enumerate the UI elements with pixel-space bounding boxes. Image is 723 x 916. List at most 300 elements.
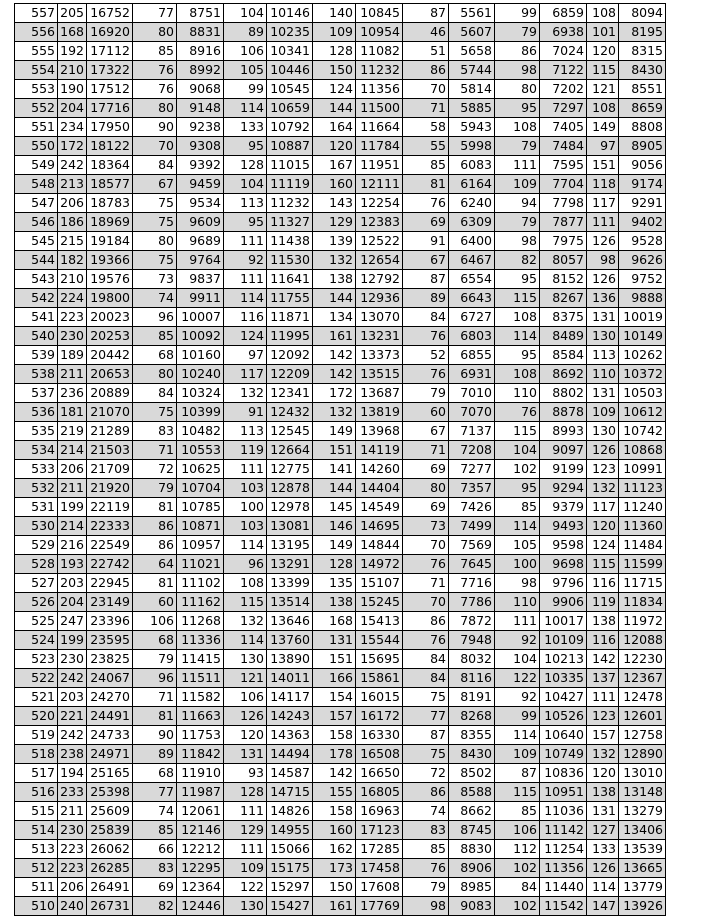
table-cell[interactable]: 8985 (449, 878, 495, 897)
table-cell[interactable]: 11530 (267, 251, 313, 270)
table-cell[interactable]: 149 (313, 422, 356, 441)
table-cell[interactable]: 109 (224, 859, 267, 878)
table-cell[interactable]: 7484 (540, 137, 587, 156)
score-cell[interactable]: 555 (15, 42, 58, 61)
table-cell[interactable]: 71 (133, 441, 177, 460)
table-cell[interactable]: 70 (133, 137, 177, 156)
table-cell[interactable]: 14844 (356, 536, 403, 555)
table-cell[interactable]: 89 (133, 745, 177, 764)
table-cell[interactable]: 24270 (87, 688, 133, 707)
table-cell[interactable]: 11232 (356, 61, 403, 80)
table-cell[interactable]: 75 (133, 194, 177, 213)
score-cell[interactable]: 535 (15, 422, 58, 441)
table-cell[interactable]: 11972 (619, 612, 666, 631)
table-cell[interactable]: 9097 (540, 441, 587, 460)
table-cell[interactable]: 16015 (356, 688, 403, 707)
table-cell[interactable]: 224 (58, 289, 87, 308)
table-cell[interactable]: 9837 (177, 270, 224, 289)
table-cell[interactable]: 126 (587, 441, 619, 460)
score-cell[interactable]: 541 (15, 308, 58, 327)
table-cell[interactable]: 16920 (87, 23, 133, 42)
table-cell[interactable]: 158 (313, 726, 356, 745)
table-cell[interactable]: 11254 (540, 840, 587, 859)
table-cell[interactable]: 13760 (267, 631, 313, 650)
table-cell[interactable]: 168 (58, 23, 87, 42)
table-cell[interactable]: 73 (403, 517, 449, 536)
table-cell[interactable]: 84 (403, 308, 449, 327)
table-cell[interactable]: 11440 (540, 878, 587, 897)
score-cell[interactable]: 530 (15, 517, 58, 536)
table-cell[interactable]: 20023 (87, 308, 133, 327)
table-cell[interactable]: 84 (495, 878, 540, 897)
table-cell[interactable]: 64 (133, 555, 177, 574)
table-cell[interactable]: 102 (495, 897, 540, 916)
table-cell[interactable]: 11356 (540, 859, 587, 878)
table-cell[interactable]: 16805 (356, 783, 403, 802)
table-cell[interactable]: 128 (313, 42, 356, 61)
table-cell[interactable]: 22742 (87, 555, 133, 574)
table-cell[interactable]: 7208 (449, 441, 495, 460)
score-cell[interactable]: 537 (15, 384, 58, 403)
score-cell[interactable]: 531 (15, 498, 58, 517)
table-cell[interactable]: 11715 (619, 574, 666, 593)
score-cell[interactable]: 549 (15, 156, 58, 175)
table-cell[interactable]: 12601 (619, 707, 666, 726)
table-cell[interactable]: 8094 (619, 4, 666, 23)
table-cell[interactable]: 7595 (540, 156, 587, 175)
table-cell[interactable]: 98 (495, 232, 540, 251)
table-cell[interactable]: 22945 (87, 574, 133, 593)
table-cell[interactable]: 11784 (356, 137, 403, 156)
score-cell[interactable]: 551 (15, 118, 58, 137)
table-cell[interactable]: 115 (495, 289, 540, 308)
table-cell[interactable]: 133 (224, 118, 267, 137)
table-cell[interactable]: 206 (58, 878, 87, 897)
table-cell[interactable]: 223 (58, 840, 87, 859)
table-cell[interactable]: 143 (313, 194, 356, 213)
table-cell[interactable]: 5607 (449, 23, 495, 42)
table-cell[interactable]: 87 (403, 270, 449, 289)
table-cell[interactable]: 108 (587, 99, 619, 118)
table-cell[interactable]: 211 (58, 365, 87, 384)
table-cell[interactable]: 12446 (177, 897, 224, 916)
table-cell[interactable]: 186 (58, 213, 87, 232)
table-cell[interactable]: 10482 (177, 422, 224, 441)
table-cell[interactable]: 76 (403, 194, 449, 213)
table-cell[interactable]: 13070 (356, 308, 403, 327)
table-cell[interactable]: 87 (495, 764, 540, 783)
table-cell[interactable]: 11036 (540, 802, 587, 821)
table-cell[interactable]: 23595 (87, 631, 133, 650)
table-cell[interactable]: 5943 (449, 118, 495, 137)
table-cell[interactable]: 93 (224, 764, 267, 783)
score-cell[interactable]: 547 (15, 194, 58, 213)
score-cell[interactable]: 540 (15, 327, 58, 346)
table-cell[interactable]: 141 (313, 460, 356, 479)
table-cell[interactable]: 12367 (619, 669, 666, 688)
table-cell[interactable]: 193 (58, 555, 87, 574)
table-cell[interactable]: 95 (495, 270, 540, 289)
table-cell[interactable]: 114 (495, 726, 540, 745)
table-cell[interactable]: 97 (224, 346, 267, 365)
table-cell[interactable]: 105 (224, 61, 267, 80)
table-cell[interactable]: 74 (133, 802, 177, 821)
table-cell[interactable]: 8659 (619, 99, 666, 118)
table-cell[interactable]: 10612 (619, 403, 666, 422)
table-cell[interactable]: 102 (495, 859, 540, 878)
table-cell[interactable]: 111 (224, 840, 267, 859)
table-cell[interactable]: 240 (58, 897, 87, 916)
table-cell[interactable]: 17608 (356, 878, 403, 897)
table-cell[interactable]: 79 (133, 650, 177, 669)
table-cell[interactable]: 126 (587, 232, 619, 251)
table-cell[interactable]: 8152 (540, 270, 587, 289)
table-cell[interactable]: 20889 (87, 384, 133, 403)
table-cell[interactable]: 99 (224, 80, 267, 99)
table-cell[interactable]: 132 (224, 384, 267, 403)
table-cell[interactable]: 11142 (540, 821, 587, 840)
table-cell[interactable]: 10951 (540, 783, 587, 802)
table-cell[interactable]: 26285 (87, 859, 133, 878)
table-cell[interactable]: 83 (133, 859, 177, 878)
table-cell[interactable]: 90 (133, 118, 177, 137)
table-cell[interactable]: 132 (587, 745, 619, 764)
table-cell[interactable]: 9534 (177, 194, 224, 213)
table-cell[interactable]: 111 (224, 232, 267, 251)
table-cell[interactable]: 80 (403, 479, 449, 498)
table-cell[interactable]: 149 (587, 118, 619, 137)
table-cell[interactable]: 17716 (87, 99, 133, 118)
table-cell[interactable]: 10704 (177, 479, 224, 498)
table-cell[interactable]: 13148 (619, 783, 666, 802)
table-cell[interactable]: 12478 (619, 688, 666, 707)
table-cell[interactable]: 114 (224, 99, 267, 118)
table-cell[interactable]: 98 (403, 897, 449, 916)
table-cell[interactable]: 15297 (267, 878, 313, 897)
table-cell[interactable]: 70 (403, 536, 449, 555)
table-cell[interactable]: 12664 (267, 441, 313, 460)
table-cell[interactable]: 86 (133, 536, 177, 555)
table-cell[interactable]: 5658 (449, 42, 495, 61)
score-cell[interactable]: 524 (15, 631, 58, 650)
score-cell[interactable]: 538 (15, 365, 58, 384)
table-cell[interactable]: 7569 (449, 536, 495, 555)
table-cell[interactable]: 161 (313, 327, 356, 346)
table-cell[interactable]: 10149 (619, 327, 666, 346)
table-cell[interactable]: 104 (224, 175, 267, 194)
table-cell[interactable]: 134 (313, 308, 356, 327)
table-cell[interactable]: 22333 (87, 517, 133, 536)
table-cell[interactable]: 194 (58, 764, 87, 783)
table-cell[interactable]: 98 (495, 61, 540, 80)
score-cell[interactable]: 539 (15, 346, 58, 365)
table-cell[interactable]: 149 (313, 536, 356, 555)
table-cell[interactable]: 114 (224, 289, 267, 308)
table-cell[interactable]: 83 (403, 821, 449, 840)
table-cell[interactable]: 140 (313, 4, 356, 23)
table-cell[interactable]: 24491 (87, 707, 133, 726)
table-cell[interactable]: 16963 (356, 802, 403, 821)
table-cell[interactable]: 108 (587, 4, 619, 23)
table-cell[interactable]: 8878 (540, 403, 587, 422)
table-cell[interactable]: 7877 (540, 213, 587, 232)
table-cell[interactable]: 26062 (87, 840, 133, 859)
table-cell[interactable]: 86 (403, 612, 449, 631)
table-cell[interactable]: 131 (587, 384, 619, 403)
table-cell[interactable]: 15427 (267, 897, 313, 916)
table-cell[interactable]: 10399 (177, 403, 224, 422)
table-cell[interactable]: 13231 (356, 327, 403, 346)
table-cell[interactable]: 13665 (619, 859, 666, 878)
table-cell[interactable]: 172 (58, 137, 87, 156)
table-cell[interactable]: 104 (224, 4, 267, 23)
table-cell[interactable]: 11123 (619, 479, 666, 498)
table-cell[interactable]: 76 (403, 859, 449, 878)
table-cell[interactable]: 13195 (267, 536, 313, 555)
table-cell[interactable]: 14955 (267, 821, 313, 840)
table-cell[interactable]: 15413 (356, 612, 403, 631)
table-cell[interactable]: 11599 (619, 555, 666, 574)
table-cell[interactable]: 129 (313, 213, 356, 232)
table-cell[interactable]: 189 (58, 346, 87, 365)
table-cell[interactable]: 109 (495, 745, 540, 764)
table-cell[interactable]: 9689 (177, 232, 224, 251)
table-cell[interactable]: 114 (224, 536, 267, 555)
table-cell[interactable]: 116 (224, 308, 267, 327)
table-cell[interactable]: 138 (587, 783, 619, 802)
table-cell[interactable]: 12545 (267, 422, 313, 441)
table-cell[interactable]: 76 (403, 365, 449, 384)
table-cell[interactable]: 210 (58, 61, 87, 80)
table-cell[interactable]: 13399 (267, 574, 313, 593)
table-cell[interactable]: 8745 (449, 821, 495, 840)
table-cell[interactable]: 11951 (356, 156, 403, 175)
table-cell[interactable]: 10545 (267, 80, 313, 99)
table-cell[interactable]: 8692 (540, 365, 587, 384)
table-cell[interactable]: 80 (133, 23, 177, 42)
table-cell[interactable]: 13373 (356, 346, 403, 365)
table-cell[interactable]: 8662 (449, 802, 495, 821)
table-cell[interactable]: 147 (587, 897, 619, 916)
table-cell[interactable]: 15544 (356, 631, 403, 650)
table-cell[interactable]: 114 (495, 517, 540, 536)
score-cell[interactable]: 529 (15, 536, 58, 555)
table-cell[interactable]: 10625 (177, 460, 224, 479)
table-cell[interactable]: 75 (403, 688, 449, 707)
table-cell[interactable]: 8315 (619, 42, 666, 61)
table-cell[interactable]: 21289 (87, 422, 133, 441)
table-cell[interactable]: 9598 (540, 536, 587, 555)
table-cell[interactable]: 111 (224, 270, 267, 289)
table-cell[interactable]: 9379 (540, 498, 587, 517)
table-cell[interactable]: 11162 (177, 593, 224, 612)
table-cell[interactable]: 8588 (449, 783, 495, 802)
table-cell[interactable]: 10235 (267, 23, 313, 42)
table-cell[interactable]: 11834 (619, 593, 666, 612)
table-cell[interactable]: 73 (133, 270, 177, 289)
table-cell[interactable]: 160 (313, 821, 356, 840)
table-cell[interactable]: 13687 (356, 384, 403, 403)
table-cell[interactable]: 6309 (449, 213, 495, 232)
table-cell[interactable]: 5744 (449, 61, 495, 80)
table-cell[interactable]: 92 (495, 688, 540, 707)
score-cell[interactable]: 521 (15, 688, 58, 707)
table-cell[interactable]: 52 (403, 346, 449, 365)
table-cell[interactable]: 242 (58, 669, 87, 688)
table-cell[interactable]: 14494 (267, 745, 313, 764)
table-cell[interactable]: 8751 (177, 4, 224, 23)
table-cell[interactable]: 95 (495, 346, 540, 365)
table-cell[interactable]: 203 (58, 688, 87, 707)
table-cell[interactable]: 84 (133, 384, 177, 403)
table-cell[interactable]: 178 (313, 745, 356, 764)
table-cell[interactable]: 75 (133, 403, 177, 422)
table-cell[interactable]: 204 (58, 99, 87, 118)
table-cell[interactable]: 6467 (449, 251, 495, 270)
table-cell[interactable]: 120 (587, 42, 619, 61)
table-cell[interactable]: 126 (587, 859, 619, 878)
table-cell[interactable]: 10792 (267, 118, 313, 137)
table-cell[interactable]: 8489 (540, 327, 587, 346)
table-cell[interactable]: 138 (313, 593, 356, 612)
table-cell[interactable]: 132 (587, 479, 619, 498)
table-cell[interactable]: 115 (495, 422, 540, 441)
table-cell[interactable]: 16330 (356, 726, 403, 745)
table-cell[interactable]: 14587 (267, 764, 313, 783)
table-cell[interactable]: 13279 (619, 802, 666, 821)
score-cell[interactable]: 519 (15, 726, 58, 745)
table-cell[interactable]: 13926 (619, 897, 666, 916)
table-cell[interactable]: 75 (133, 251, 177, 270)
table-cell[interactable]: 26491 (87, 878, 133, 897)
table-cell[interactable]: 17285 (356, 840, 403, 859)
table-cell[interactable]: 115 (224, 593, 267, 612)
table-cell[interactable]: 106 (495, 821, 540, 840)
table-cell[interactable]: 69 (403, 460, 449, 479)
table-cell[interactable]: 55 (403, 137, 449, 156)
table-cell[interactable]: 9764 (177, 251, 224, 270)
table-cell[interactable]: 15861 (356, 669, 403, 688)
table-cell[interactable]: 85 (495, 498, 540, 517)
table-cell[interactable]: 76 (403, 555, 449, 574)
table-cell[interactable]: 15245 (356, 593, 403, 612)
table-cell[interactable]: 116 (587, 631, 619, 650)
table-cell[interactable]: 11102 (177, 574, 224, 593)
table-cell[interactable]: 100 (224, 498, 267, 517)
table-cell[interactable]: 15695 (356, 650, 403, 669)
table-cell[interactable]: 10109 (540, 631, 587, 650)
table-cell[interactable]: 11415 (177, 650, 224, 669)
table-cell[interactable]: 7357 (449, 479, 495, 498)
table-cell[interactable]: 115 (587, 61, 619, 80)
table-cell[interactable]: 114 (224, 631, 267, 650)
table-cell[interactable]: 155 (313, 783, 356, 802)
table-cell[interactable]: 11021 (177, 555, 224, 574)
score-cell[interactable]: 516 (15, 783, 58, 802)
table-cell[interactable]: 242 (58, 156, 87, 175)
table-cell[interactable]: 9459 (177, 175, 224, 194)
table-cell[interactable]: 111 (224, 460, 267, 479)
table-cell[interactable]: 157 (313, 707, 356, 726)
table-cell[interactable]: 138 (587, 612, 619, 631)
table-cell[interactable]: 7426 (449, 498, 495, 517)
table-cell[interactable]: 8116 (449, 669, 495, 688)
table-cell[interactable]: 111 (587, 688, 619, 707)
table-cell[interactable]: 18969 (87, 213, 133, 232)
table-cell[interactable]: 110 (587, 365, 619, 384)
table-cell[interactable]: 85 (403, 156, 449, 175)
score-cell[interactable]: 510 (15, 897, 58, 916)
table-cell[interactable]: 8584 (540, 346, 587, 365)
table-cell[interactable]: 75 (403, 745, 449, 764)
table-cell[interactable]: 10213 (540, 650, 587, 669)
table-cell[interactable]: 11484 (619, 536, 666, 555)
table-cell[interactable]: 211 (58, 802, 87, 821)
table-cell[interactable]: 199 (58, 498, 87, 517)
table-cell[interactable]: 9888 (619, 289, 666, 308)
table-cell[interactable]: 10871 (177, 517, 224, 536)
table-cell[interactable]: 11240 (619, 498, 666, 517)
table-cell[interactable]: 213 (58, 175, 87, 194)
table-cell[interactable]: 13515 (356, 365, 403, 384)
score-cell[interactable]: 523 (15, 650, 58, 669)
table-cell[interactable]: 12111 (356, 175, 403, 194)
table-cell[interactable]: 122 (495, 669, 540, 688)
table-cell[interactable]: 190 (58, 80, 87, 99)
table-cell[interactable]: 6931 (449, 365, 495, 384)
table-cell[interactable]: 117 (587, 194, 619, 213)
table-cell[interactable]: 130 (587, 327, 619, 346)
table-cell[interactable]: 110 (495, 593, 540, 612)
table-cell[interactable]: 8430 (449, 745, 495, 764)
table-cell[interactable]: 21920 (87, 479, 133, 498)
table-cell[interactable]: 130 (587, 422, 619, 441)
table-cell[interactable]: 116 (587, 574, 619, 593)
table-cell[interactable]: 90 (133, 726, 177, 745)
table-cell[interactable]: 111 (495, 612, 540, 631)
table-cell[interactable]: 10019 (619, 308, 666, 327)
table-cell[interactable]: 95 (495, 479, 540, 498)
table-cell[interactable]: 142 (587, 650, 619, 669)
table-cell[interactable]: 131 (587, 308, 619, 327)
table-cell[interactable]: 199 (58, 631, 87, 650)
table-cell[interactable]: 223 (58, 859, 87, 878)
table-cell[interactable]: 8191 (449, 688, 495, 707)
table-cell[interactable]: 205 (58, 4, 87, 23)
table-cell[interactable]: 146 (313, 517, 356, 536)
table-cell[interactable]: 123 (587, 460, 619, 479)
table-cell[interactable]: 20653 (87, 365, 133, 384)
table-cell[interactable]: 11268 (177, 612, 224, 631)
table-cell[interactable]: 7405 (540, 118, 587, 137)
table-cell[interactable]: 75 (133, 213, 177, 232)
table-cell[interactable]: 13514 (267, 593, 313, 612)
table-cell[interactable]: 77 (133, 4, 177, 23)
table-cell[interactable]: 80 (133, 232, 177, 251)
table-cell[interactable]: 77 (133, 783, 177, 802)
table-cell[interactable]: 103 (224, 479, 267, 498)
table-cell[interactable]: 12936 (356, 289, 403, 308)
table-cell[interactable]: 9199 (540, 460, 587, 479)
table-cell[interactable]: 230 (58, 327, 87, 346)
table-cell[interactable]: 87 (403, 726, 449, 745)
table-cell[interactable]: 130 (224, 650, 267, 669)
table-cell[interactable]: 25609 (87, 802, 133, 821)
table-cell[interactable]: 10335 (540, 669, 587, 688)
table-cell[interactable]: 114 (495, 327, 540, 346)
score-cell[interactable]: 534 (15, 441, 58, 460)
table-cell[interactable]: 18364 (87, 156, 133, 175)
